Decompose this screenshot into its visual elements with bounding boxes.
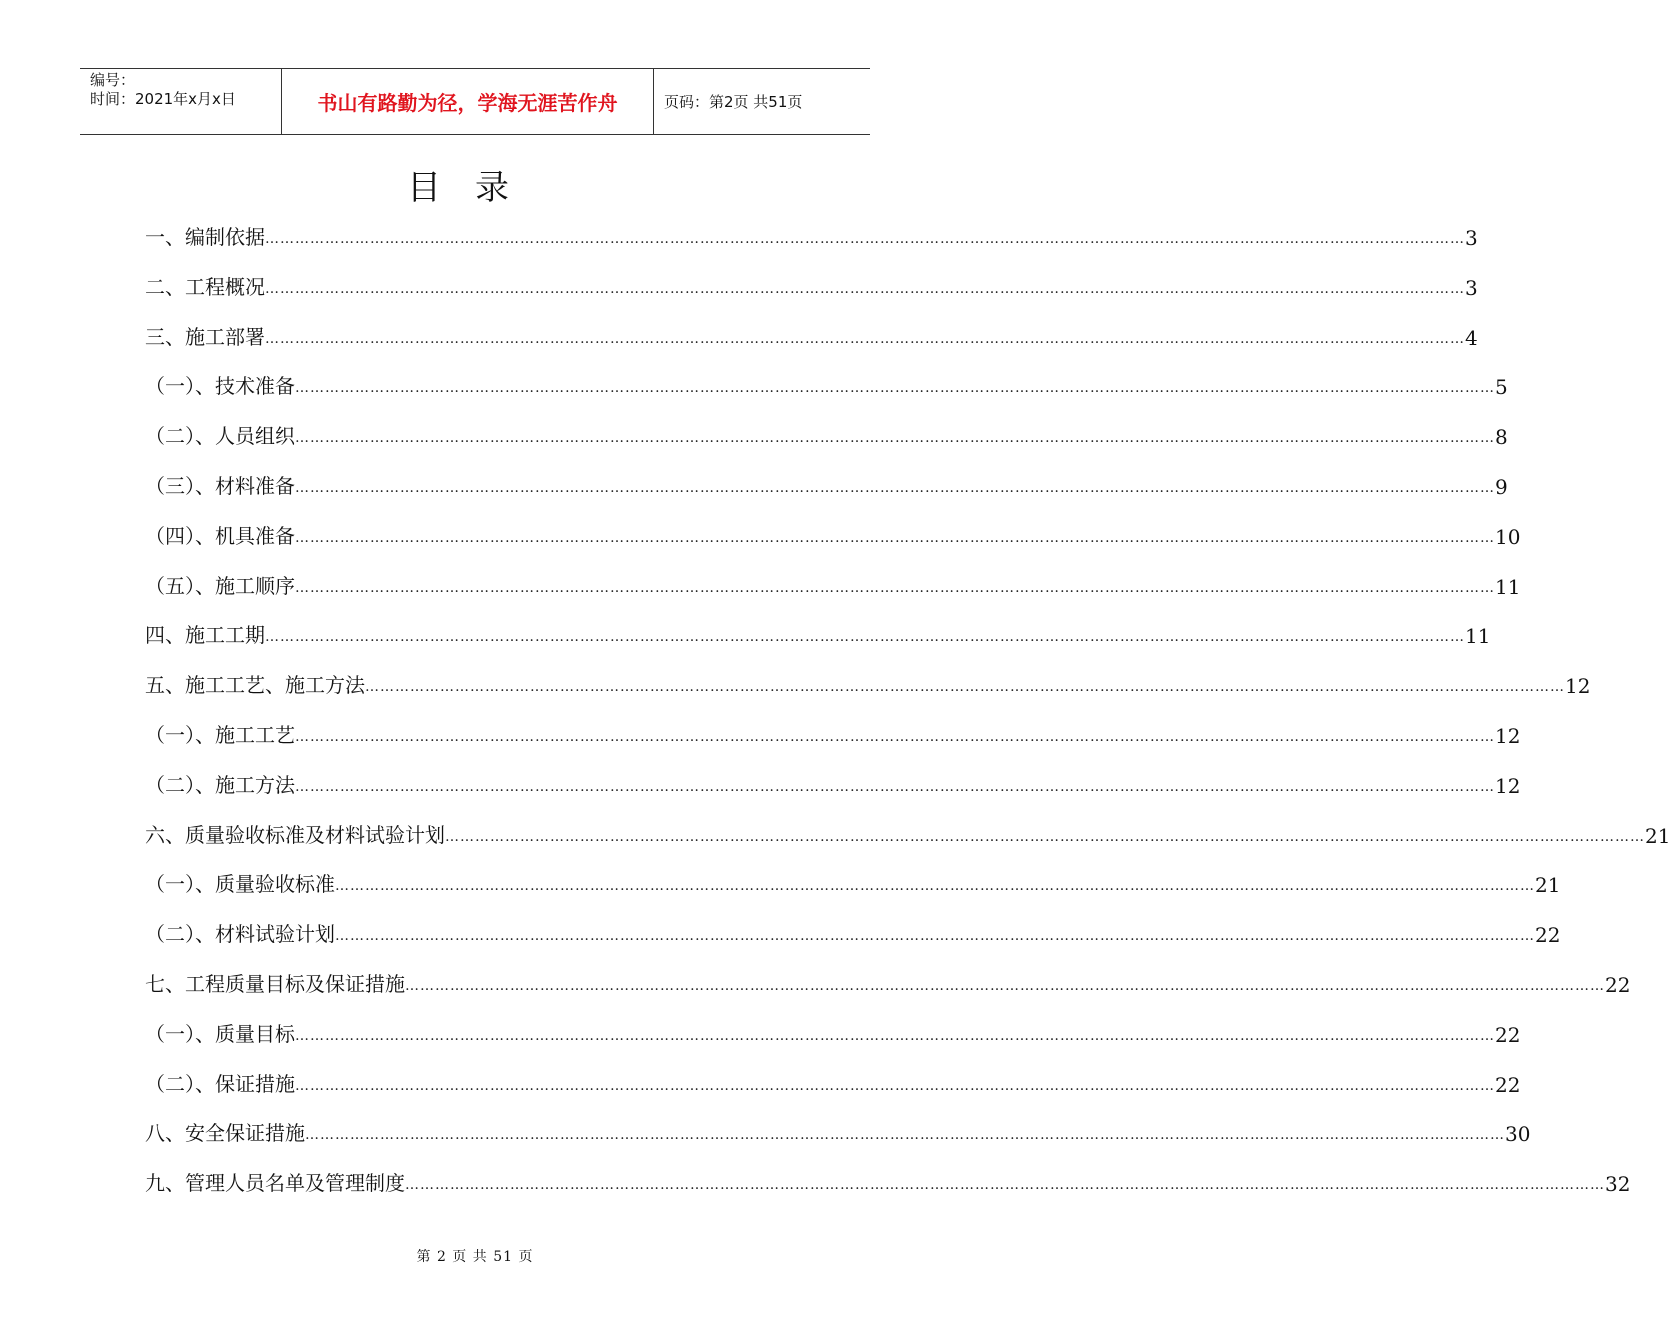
toc-entry[interactable] — [145, 1164, 1631, 1197]
toc-entry-label: （二）、材料试验计划 — [145, 922, 335, 947]
toc-leader-dots: …………………………………………………………………………………………………………………………………………………………………………………………………………………… — [295, 430, 1495, 447]
toc-leader-dots: …………………………………………………………………………………………………………………………………………………………………………………………………………………… — [305, 1127, 1505, 1144]
toc-entry-label: （二）、保证措施 — [145, 1071, 295, 1096]
toc-entry-label: 二、工程概况 — [145, 274, 265, 299]
toc-entry-label: 七、工程质量目标及保证措施 — [145, 972, 405, 996]
toc-leader-dots: …………………………………………………………………………………………………………………………………………………………………………………………………………………… — [295, 1077, 1495, 1094]
toc-leader-dots: …………………………………………………………………………………………………………………………………………………………………………………………………………………… — [335, 928, 1535, 945]
toc-entry-label: （四）、机具准备 — [145, 523, 295, 548]
toc-entry[interactable] — [145, 318, 1478, 350]
toc-entry-label: 六、质量验收标准及材料试验计划 — [145, 822, 445, 847]
toc-leader-dots: …………………………………………………………………………………………………………………………………………………………………………………………………………………… — [265, 231, 1465, 247]
toc-entry[interactable] — [145, 666, 1591, 699]
toc-leader-dots: …………………………………………………………………………………………………………………………………………………………………………………………………………………… — [295, 480, 1495, 496]
header-number: 编号： — [90, 71, 136, 89]
toc-entry-page: 12 — [1565, 674, 1591, 699]
toc-entry[interactable] — [145, 367, 1508, 400]
toc-leader-dots: …………………………………………………………………………………………………………………………………………………………………………………………………………………… — [295, 529, 1495, 546]
toc-entry-label: 八、安全保证措施 — [145, 1121, 305, 1146]
toc-entry[interactable] — [145, 567, 1521, 599]
toc-entry-page: 12 — [1495, 773, 1521, 798]
toc-entry[interactable] — [145, 1065, 1521, 1097]
toc-leader-dots: …………………………………………………………………………………………………………………………………………………………………………………………………………………… — [295, 380, 1495, 397]
page-title: 目录 — [407, 168, 543, 208]
toc-entry[interactable] — [145, 268, 1478, 300]
toc-leader-dots: …………………………………………………………………………………………………………………………………………………………………………………………………………………… — [365, 679, 1565, 696]
toc-leader-dots: …………………………………………………………………………………………………………………………………………………………………………………………………………………… — [295, 778, 1495, 795]
toc-leader-dots: …………………………………………………………………………………………………………………………………………………………………………………………………………………… — [265, 629, 1465, 646]
toc-entry-page: 5 — [1495, 375, 1508, 400]
toc-entry[interactable] — [145, 716, 1521, 748]
toc-entry-label: （一）、质量目标 — [145, 1021, 295, 1046]
toc-entry-page: 4 — [1465, 325, 1478, 350]
toc-entry-page: 22 — [1495, 1022, 1521, 1047]
toc-entry-label: 三、施工部署 — [145, 324, 265, 349]
toc-entry-page: 21 — [1535, 873, 1561, 898]
toc-leader-dots: …………………………………………………………………………………………………………………………………………………………………………………………………………………… — [265, 280, 1465, 297]
header-motto: 书山有路勤为径，学海无涯苦作舟 — [282, 69, 654, 134]
header-page-info: 页码：第2页 共51页 — [664, 93, 803, 111]
toc-entry-label: 九、管理人员名单及管理制度 — [145, 1171, 405, 1196]
toc-entry-page: 11 — [1465, 624, 1491, 649]
toc-entry-label: （二）、人员组织 — [145, 424, 295, 449]
toc-leader-dots: …………………………………………………………………………………………………………………………………………………………………………………………………………………… — [295, 729, 1495, 745]
page-header — [80, 68, 870, 135]
toc-entry[interactable] — [145, 1114, 1531, 1147]
header-meta — [80, 69, 282, 134]
toc-entry[interactable] — [145, 915, 1561, 948]
toc-entry-page: 22 — [1535, 923, 1561, 948]
toc-entry[interactable] — [145, 816, 1670, 848]
toc-entry-label: 四、施工工期 — [145, 623, 265, 648]
toc-entry-label: （三）、材料准备 — [145, 474, 295, 498]
header-time: 时间：2021年x月x日 — [90, 90, 236, 108]
toc-entry-page: 32 — [1605, 1172, 1631, 1197]
toc-entry-label: （二）、施工方法 — [145, 772, 295, 797]
toc-entry-page: 22 — [1605, 973, 1631, 997]
toc-entry[interactable] — [145, 616, 1491, 649]
toc-leader-dots: …………………………………………………………………………………………………………………………………………………………………………………………………………………… — [295, 1027, 1495, 1044]
toc-entry-page: 12 — [1495, 724, 1521, 748]
toc-leader-dots: …………………………………………………………………………………………………………………………………………………………………………………………………………………… — [445, 828, 1645, 845]
toc-entry-page: 22 — [1495, 1072, 1521, 1097]
toc-entry[interactable] — [145, 417, 1508, 450]
toc-entry-page: 3 — [1465, 275, 1478, 300]
toc-entry-label: 五、施工工艺、施工方法 — [145, 673, 365, 698]
toc-entry-label: （五）、施工顺序 — [145, 573, 295, 598]
toc-entry-page: 10 — [1495, 524, 1521, 549]
toc-entry-label: 一、编制依据 — [145, 225, 265, 249]
toc-entry-page: 9 — [1495, 475, 1508, 499]
toc-entry[interactable] — [145, 467, 1508, 499]
toc-entry-page: 11 — [1495, 574, 1521, 599]
toc-leader-dots: …………………………………………………………………………………………………………………………………………………………………………………………………………………… — [265, 330, 1465, 347]
toc-leader-dots: …………………………………………………………………………………………………………………………………………………………………………………………………………………… — [405, 978, 1605, 994]
toc-leader-dots: …………………………………………………………………………………………………………………………………………………………………………………………………………………… — [295, 579, 1495, 596]
toc-entry[interactable] — [145, 766, 1521, 798]
toc-entry-label: （一）、施工工艺 — [145, 723, 295, 747]
toc-entry[interactable] — [145, 865, 1561, 898]
toc-leader-dots: …………………………………………………………………………………………………………………………………………………………………………………………………………………… — [405, 1177, 1605, 1194]
toc-entry-page: 3 — [1465, 226, 1478, 250]
toc-entry-page: 8 — [1495, 425, 1508, 450]
toc-entry-page: 30 — [1505, 1122, 1531, 1147]
toc-entry-page: 21 — [1645, 823, 1670, 848]
page-footer: 第 2 页 共 51 页 — [416, 1249, 534, 1265]
toc-entry-label: （一）、技术准备 — [145, 374, 295, 399]
toc-entry[interactable] — [145, 1015, 1521, 1047]
toc-entry[interactable] — [145, 218, 1478, 250]
toc-leader-dots: …………………………………………………………………………………………………………………………………………………………………………………………………………………… — [335, 878, 1535, 895]
toc-entry[interactable] — [145, 965, 1631, 997]
toc-entry-label: （一）、质量验收标准 — [145, 872, 335, 897]
toc-entry[interactable] — [145, 517, 1521, 549]
